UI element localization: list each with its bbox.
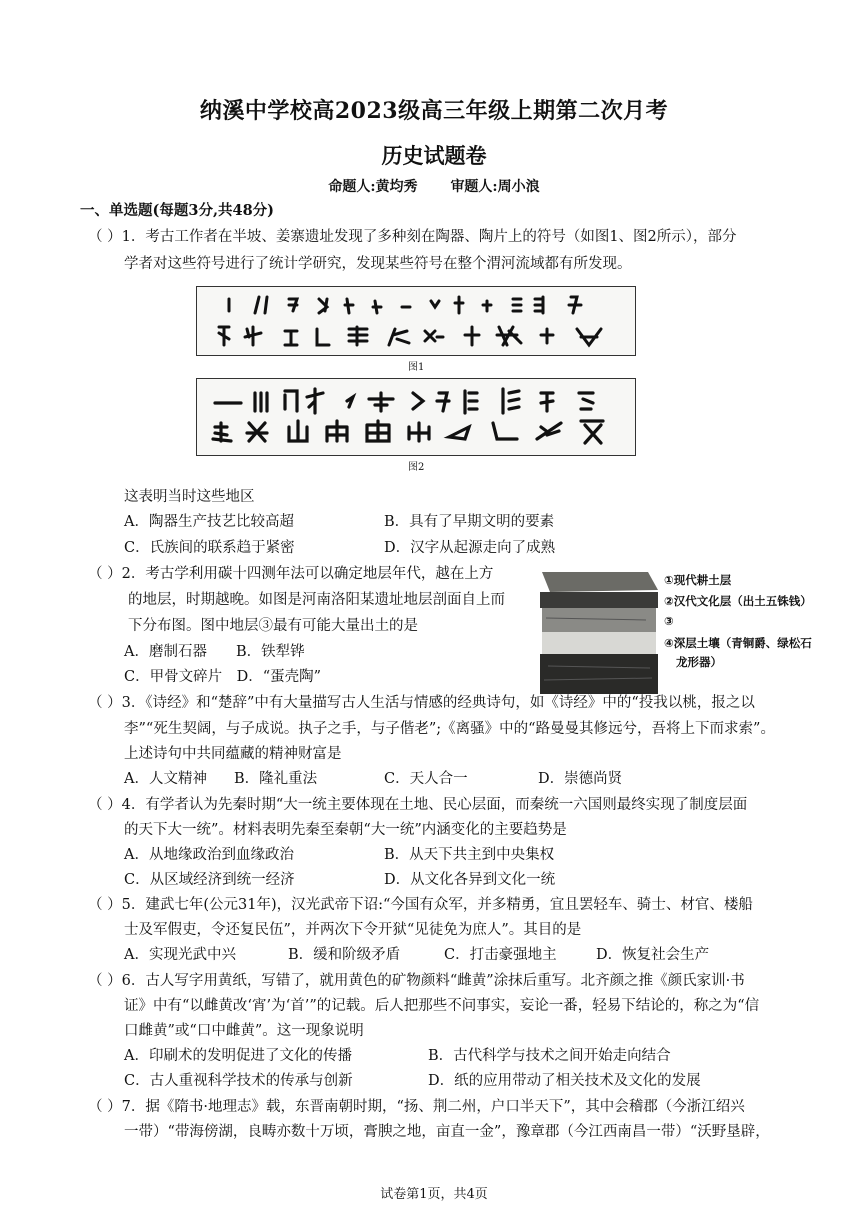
q4-line-2: 的天下大一统”。材料表明先秦至秦朝“大一统”内涵变化的主要趋势是 <box>124 822 567 838</box>
q1-option-a: A．陶器生产技艺比较高超 <box>124 514 294 530</box>
figure-2-caption: 图2 <box>408 462 425 473</box>
exam-subtitle: 历史试题卷 <box>381 143 487 168</box>
q3-line-1: （ ）3．《诗经》和“楚辞”中有大量描写古人生活与情感的经典诗句，如《诗经》中的“投我以桃，报之以 <box>88 695 755 711</box>
strata-label-1: ①现代耕土层 <box>664 573 732 587</box>
q5-option-c: C．打击豪强地主 <box>444 947 557 963</box>
q4-option-b: B．从天下共主到中央集权 <box>384 847 555 863</box>
q1-stem: 这表明当时这些地区 <box>124 489 255 505</box>
q2-line-3: 下分布图。图中地层③最有可能大量出土的是 <box>128 618 418 634</box>
section-heading: 一、单选题(每题3分,共48分) <box>80 202 275 219</box>
q4-option-c: C．从区域经济到统一经济 <box>124 872 295 888</box>
q6-line-3: 口雌黄”或“口中雌黄”。这一现象说明 <box>124 1023 364 1039</box>
q5-line-2: 士及军假吏，令还复民伍”，并两次下令开狱“见徒免为庶人”。其目的是 <box>124 922 582 938</box>
q2-line-2: 的地层，时期越晚。如图是河南洛阳某遗址地层剖面自上而 <box>128 592 505 608</box>
page-footer: 试卷第1页，共4页 <box>380 1187 488 1202</box>
figure-1-symbols-drawing <box>197 287 635 355</box>
q7-line-2: 一带）“带海傍湖，良畴亦数十万顷，膏腴之地，亩直一金”，豫章郡（今江西南昌一带）“沃野垦辟， <box>124 1124 770 1140</box>
q6-option-b: B．古代科学与技术之间开始走向结合 <box>428 1048 671 1064</box>
figure-2-pottery-symbols <box>196 378 636 456</box>
q3-line-2: 李”“死生契阔，与子成说。执子之手，与子偕老”;《离骚》中的“路曼曼其修远兮，吾将上下而求索”。 <box>124 721 775 737</box>
strata-label-4b: 龙形器） <box>676 655 722 669</box>
strata-label-3: ③ <box>664 614 674 628</box>
q6-option-d: D．纸的应用带动了相关技术及文化的发展 <box>428 1073 701 1089</box>
author-line <box>0 176 868 196</box>
author: 命题人:黄均秀 <box>328 179 418 195</box>
q1-option-c: C．氏族间的联系趋于紧密 <box>124 540 295 556</box>
q5-option-b: B．缓和阶级矛盾 <box>288 947 401 963</box>
strata-label-4a: ④深层土壤（青铜爵、绿松石 <box>664 636 812 650</box>
reviewer: 审题人:周小浪 <box>450 179 540 195</box>
q5-line-1: （ ）5．建武七年(公元31年)，汉光武帝下诏:“今国有众军，并多精勇，宜且罢轻车、骑士、材官、楼船 <box>88 897 753 913</box>
q2-options-ab: A．磨制石器 B．铁犁铧 <box>124 644 305 660</box>
strata-drawing <box>536 562 662 696</box>
strata-label-2: ②汉代文化层（出土五铢钱） <box>664 594 812 608</box>
q6-option-c: C．古人重视科学技术的传承与创新 <box>124 1073 353 1089</box>
q3-option-a: A．人文精神 <box>124 771 207 787</box>
q1-option-b: B．具有了早期文明的要素 <box>384 514 555 530</box>
q5-option-a: A．实现光武中兴 <box>124 947 236 963</box>
q4-line-1: （ ）4．有学者认为先秦时期“大一统主要体现在土地、民心层面，而秦统一六国则最终实现了制度层面 <box>88 797 748 813</box>
strata-diagram <box>536 562 662 696</box>
q3-line-3: 上述诗句中共同蕴藏的精神财富是 <box>124 746 342 762</box>
q3-option-b: B．隆礼重法 <box>234 771 318 787</box>
q1-option-d: D．汉字从起源走向了成熟 <box>384 540 556 556</box>
q1-line-2: 学者对这些符号进行了统计学研究，发现某些符号在整个渭河流域都有所发现。 <box>124 256 632 272</box>
q2-options-cd: C．甲骨文碎片 D．“蛋壳陶” <box>124 669 322 685</box>
q3-option-c: C．天人合一 <box>384 771 468 787</box>
q7-line-1: （ ）7．据《隋书·地理志》载，东晋南朝时期，“扬、荆二州，户口半天下”，其中会稽郡（今浙江绍兴 <box>88 1099 745 1115</box>
q6-option-a: A．印刷术的发明促进了文化的传播 <box>124 1048 352 1064</box>
q6-line-2: 证》中有“以雌黄改‘宵’为‘首’”的记载。后人把那些不问事实，妄论一番，轻易下结论的，称之为“信 <box>124 998 760 1014</box>
q6-line-1: （ ）6．古人写字用黄纸，写错了，就用黄色的矿物颜料“雌黄”涂抹后重写。北齐颜之推《颜氏家训·书 <box>88 973 745 989</box>
q3-option-d: D．崇德尚贤 <box>538 771 623 787</box>
q4-option-d: D．从文化各异到文化一统 <box>384 872 556 888</box>
q4-option-a: A．从地缘政治到血缘政治 <box>124 847 294 863</box>
exam-title: 纳溪中学校高2023级高三年级上期第二次月考 <box>199 98 669 124</box>
figure-1-pottery-symbols <box>196 286 636 356</box>
q5-option-d: D．恢复社会生产 <box>596 947 710 963</box>
q1-line-1: （ ）1．考古工作者在半坡、姜寨遗址发现了多种刻在陶器、陶片上的符号（如图1、图2所示），部分 <box>88 229 737 245</box>
figure-1-caption: 图1 <box>408 362 425 373</box>
q2-line-1: （ ）2．考古学利用碳十四测年法可以确定地层年代，越在上方 <box>88 566 494 582</box>
figure-2-symbols-drawing <box>197 379 635 455</box>
